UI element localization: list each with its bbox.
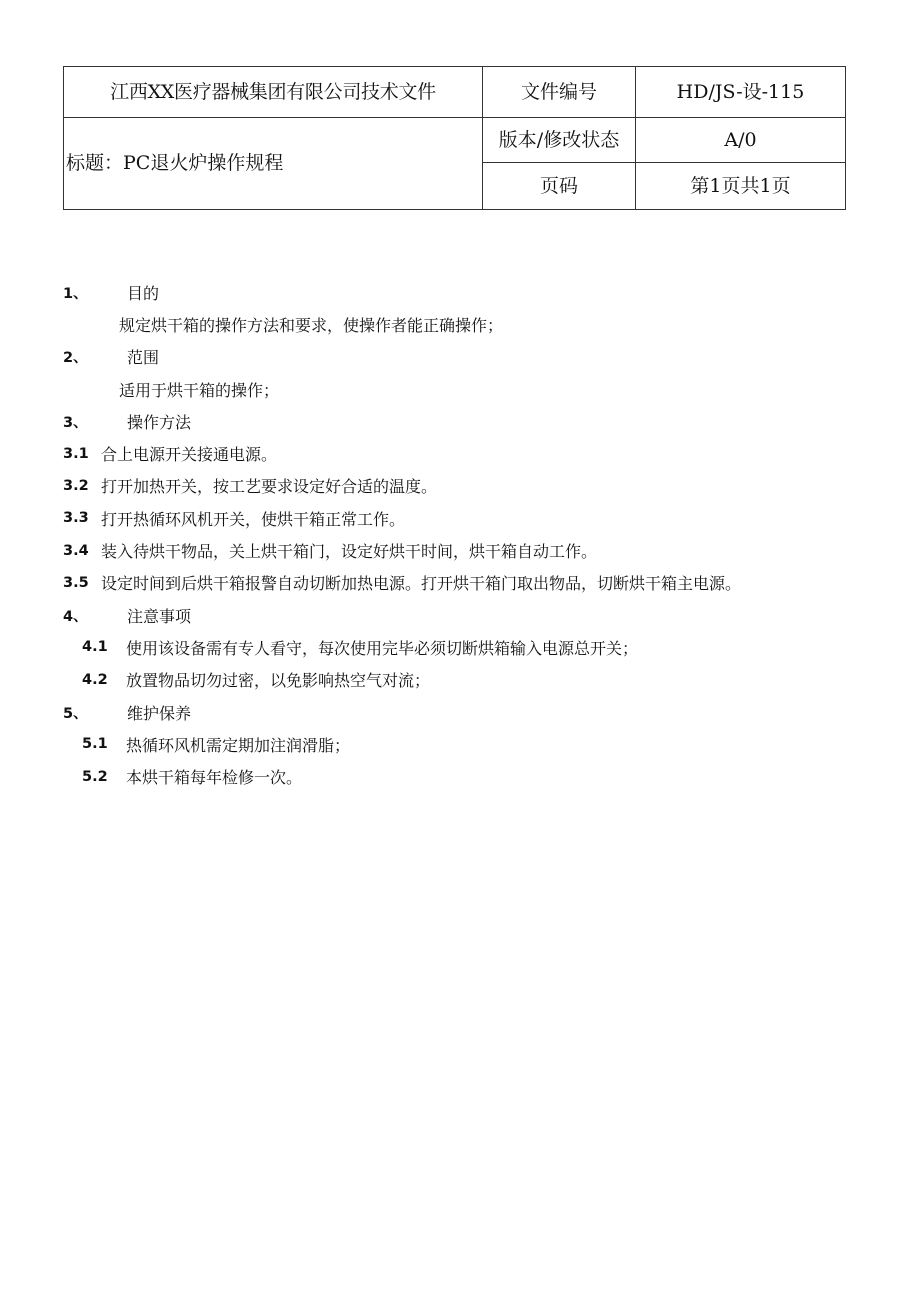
step-item xyxy=(63,664,863,696)
section-number: 3、 xyxy=(63,414,88,431)
doc-number-value: HD/JS-设-115 xyxy=(636,67,846,118)
section-number: 2、 xyxy=(63,350,88,367)
step-text: 设定时间到后烘干箱报警自动切断加热电源。打开烘干箱门取出物品，切断烘干箱主电源。 xyxy=(101,574,742,594)
section-heading-maintenance xyxy=(63,696,863,728)
document-header-table xyxy=(63,66,846,210)
step-text: 本烘干箱每年检修一次。 xyxy=(126,768,303,788)
step-text: 装入待烘干物品，关上烘干箱门，设定好烘干时间，烘干箱自动工作。 xyxy=(101,542,598,562)
page-value: 第1页共1页 xyxy=(636,163,846,210)
section-heading-scope xyxy=(63,341,863,373)
section-number: 4、 xyxy=(63,608,88,625)
page-label: 页码 xyxy=(483,163,636,210)
step-text: 打开加热开关，按工艺要求设定好合适的温度。 xyxy=(101,477,438,497)
section-heading-method xyxy=(63,405,863,437)
step-item xyxy=(63,760,863,792)
step-number: 4.2 xyxy=(82,671,108,688)
step-item xyxy=(63,567,863,599)
step-number: 3.1 xyxy=(63,445,89,462)
step-number: 3.2 xyxy=(63,477,89,494)
section-title: 维护保养 xyxy=(127,703,192,723)
section-paragraph: 适用于烘干箱的操作； xyxy=(119,380,280,400)
step-number: 4.1 xyxy=(82,639,108,656)
company-name: 江西XX医疗器械集团有限公司技术文件 xyxy=(64,67,483,118)
doc-number-label: 文件编号 xyxy=(483,67,636,118)
step-number: 5.1 xyxy=(82,736,108,753)
section-title: 目的 xyxy=(127,283,160,303)
section-number: 5、 xyxy=(63,705,88,722)
step-item xyxy=(63,728,863,760)
version-label: 版本/修改状态 xyxy=(483,118,636,163)
document-body xyxy=(63,276,863,793)
step-number: 3.3 xyxy=(63,510,89,527)
step-text: 打开热循环风机开关，使烘干箱正常工作。 xyxy=(101,509,406,529)
section-title: 注意事项 xyxy=(127,606,192,626)
step-text: 使用该设备需有专人看守，每次使用完毕必须切断烘箱输入电源总开关； xyxy=(126,638,639,658)
step-text: 热循环风机需定期加注润滑脂； xyxy=(126,735,351,755)
section-number: 1、 xyxy=(63,285,88,302)
step-text: 放置物品切勿过密，以免影响热空气对流； xyxy=(126,671,431,691)
section-paragraph: 规定烘干箱的操作方法和要求，使操作者能正确操作； xyxy=(119,315,504,335)
step-text: 合上电源开关接通电源。 xyxy=(101,445,278,465)
section-title: 范围 xyxy=(127,348,160,368)
version-value: A/0 xyxy=(636,118,846,163)
step-number: 3.4 xyxy=(63,542,89,559)
step-item xyxy=(63,470,863,502)
step-number: 3.5 xyxy=(63,574,89,591)
step-item xyxy=(63,502,863,534)
document-title: 标题：PC退火炉操作规程 xyxy=(64,118,483,210)
section-heading-purpose xyxy=(63,276,863,308)
step-number: 5.2 xyxy=(82,768,108,785)
section-heading-notes xyxy=(63,599,863,631)
step-item xyxy=(63,631,863,663)
step-item xyxy=(63,534,863,566)
step-item xyxy=(63,437,863,469)
section-title: 操作方法 xyxy=(127,412,192,432)
